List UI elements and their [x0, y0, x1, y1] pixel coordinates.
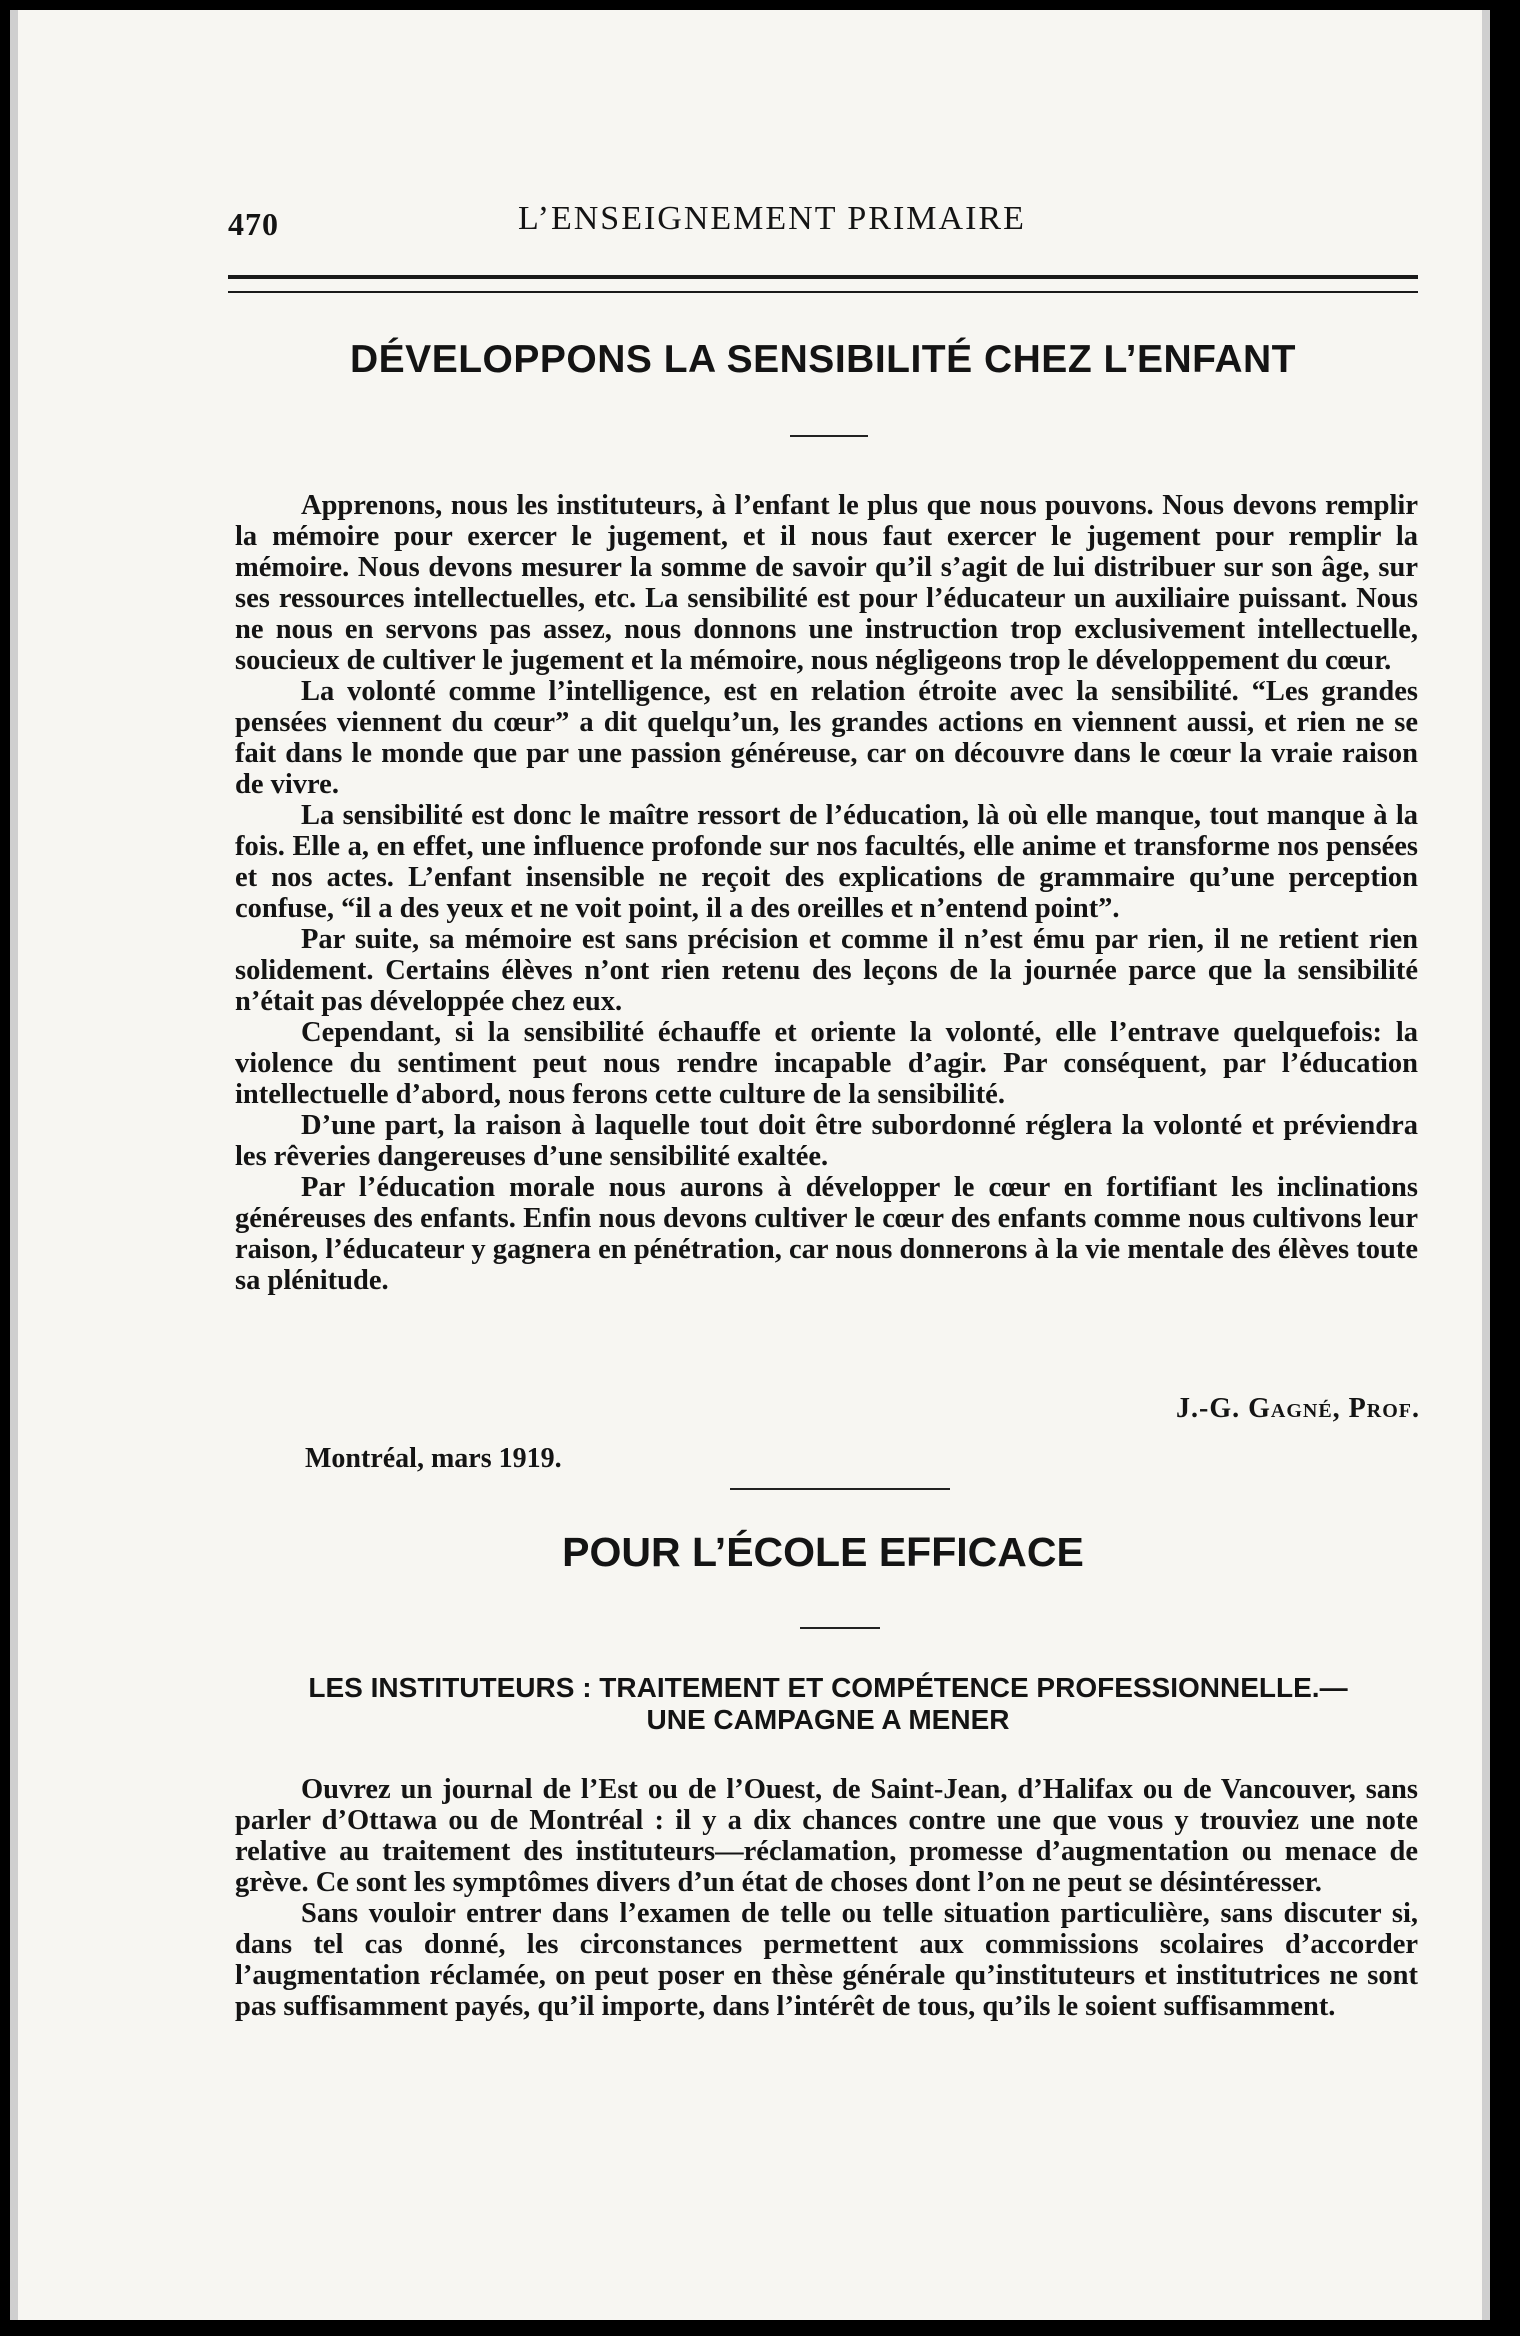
signature-author: J.-G. Gagné, Prof.	[1176, 1393, 1420, 1424]
paragraph: La sensibilité est donc le maître ressort de l’éducation, là où elle manque, tout manque à la fois. Elle a, en effet, une influence profonde sur nos facultés, elle anime et transforme nos pensées et nos actes. L’enfant insensible ne reçoit des explications de grammaire qu’une perception confuse, “il a des yeux et ne voit point, il a des oreilles et n’entend point”.	[235, 800, 1418, 924]
author-signature	[1010, 1393, 1420, 1425]
second-article-title: POUR L’ÉCOLE EFFICACE	[562, 1529, 1084, 1575]
paragraph: La volonté comme l’intelligence, est en relation étroite avec la sensibilité. “Les grandes pensées viennent du cœur” a dit quelqu’un, les grandes actions en viennent aussi, et rien ne se fait dans le monde que par une passion généreuse, car on découvre dans le cœur la vraie raison de vivre.	[235, 676, 1418, 800]
second-article-body	[235, 1774, 1418, 2022]
dateline: Montréal, mars 1919.	[305, 1443, 562, 1474]
paragraph: Sans vouloir entrer dans l’examen de telle ou telle situation particulière, sans discuter si, dans tel cas donné, les circonstances permettent aux commissions scolaires d’accorder l’augmentation réclamée, on peut poser en thèse générale qu’instituteurs et institutrices ne sont pas suffisamment payés, qu’il importe, dans l’intérêt de tous, qu’ils le soient suffisamment.	[235, 1898, 1418, 2022]
article-title: DÉVELOPPONS LA SENSIBILITÉ CHEZ L’ENFANT	[350, 338, 1296, 381]
scan-edge-right	[1482, 10, 1490, 2320]
paragraph: Apprenons, nous les instituteurs, à l’enfant le plus que nous pouvons. Nous devons remplir la mémoire pour exercer le jugement, et il nous faut exercer le jugement pour remplir la mémoire. Nous devons mesurer la somme de savoir qu’il s’agit de lui distribuer sur son âge, sur ses ressources intellectuelles, etc. La sensibilité est pour l’éducateur un auxiliaire puissant. Nous ne nous en servons pas assez, nous donnons une instruction trop exclusivement intellectuelle, soucieux de cultiver le jugement et la mémoire, nous négligeons trop le développement du cœur.	[235, 490, 1418, 676]
section-separator-rule	[730, 1488, 950, 1490]
article-body	[235, 490, 1418, 1296]
title-separator-rule	[800, 1627, 880, 1629]
subtitle-line: UNE CAMPAGNE A MENER	[646, 1704, 1010, 1735]
title-separator-rule	[790, 435, 868, 437]
paragraph: Par suite, sa mémoire est sans précision et comme il n’est ému par rien, il ne retient rien solidement. Certains élèves n’ont rien retenu des leçons de la journée parce que la sensibilité n’était pas développée chez eux.	[235, 924, 1418, 1017]
page-header	[228, 200, 1428, 250]
paragraph: Cependant, si la sensibilité échauffe et oriente la volonté, elle l’entrave quelquefois: la violence du sentiment peut nous rendre incapable d’agir. Par conséquent, par l’éducation intellectuelle d’abord, nous ferons cette culture de la sensibilité.	[235, 1017, 1418, 1110]
second-article-subtitle	[238, 1672, 1418, 1736]
page-number: 470	[228, 206, 279, 242]
scan-edge-left	[10, 10, 18, 2320]
paragraph: D’une part, la raison à laquelle tout doit être subordonné réglera la volonté et préviendra les rêveries dangereuses d’une sensibilité exaltée.	[235, 1110, 1418, 1172]
paragraph: Ouvrez un journal de l’Est ou de l’Ouest, de Saint-Jean, d’Halifax ou de Vancouver, sans parler d’Ottawa ou de Montréal : il y a dix chances contre une que vous y trouviez une note relative au traitement des instituteurs—réclamation, promesse d’augmentation ou menace de grève. Ce sont les symptômes divers d’un état de choses dont l’on ne peut se désintéresser.	[235, 1774, 1418, 1898]
book-page	[10, 10, 1490, 2320]
subtitle-line: LES INSTITUTEURS : TRAITEMENT ET COMPÉTENCE PROFESSIONNELLE.—	[308, 1672, 1348, 1703]
header-double-rule	[228, 275, 1418, 293]
running-title: L’ENSEIGNEMENT PRIMAIRE	[518, 200, 1026, 237]
paragraph: Par l’éducation morale nous aurons à développer le cœur en fortifiant les inclinations généreuses des enfants. Enfin nous devons cultiver le cœur des enfants comme nous cultivons leur raison, l’éducateur y gagnera en pénétration, car nous donnerons à la vie mentale des élèves toute sa plénitude.	[235, 1172, 1418, 1296]
